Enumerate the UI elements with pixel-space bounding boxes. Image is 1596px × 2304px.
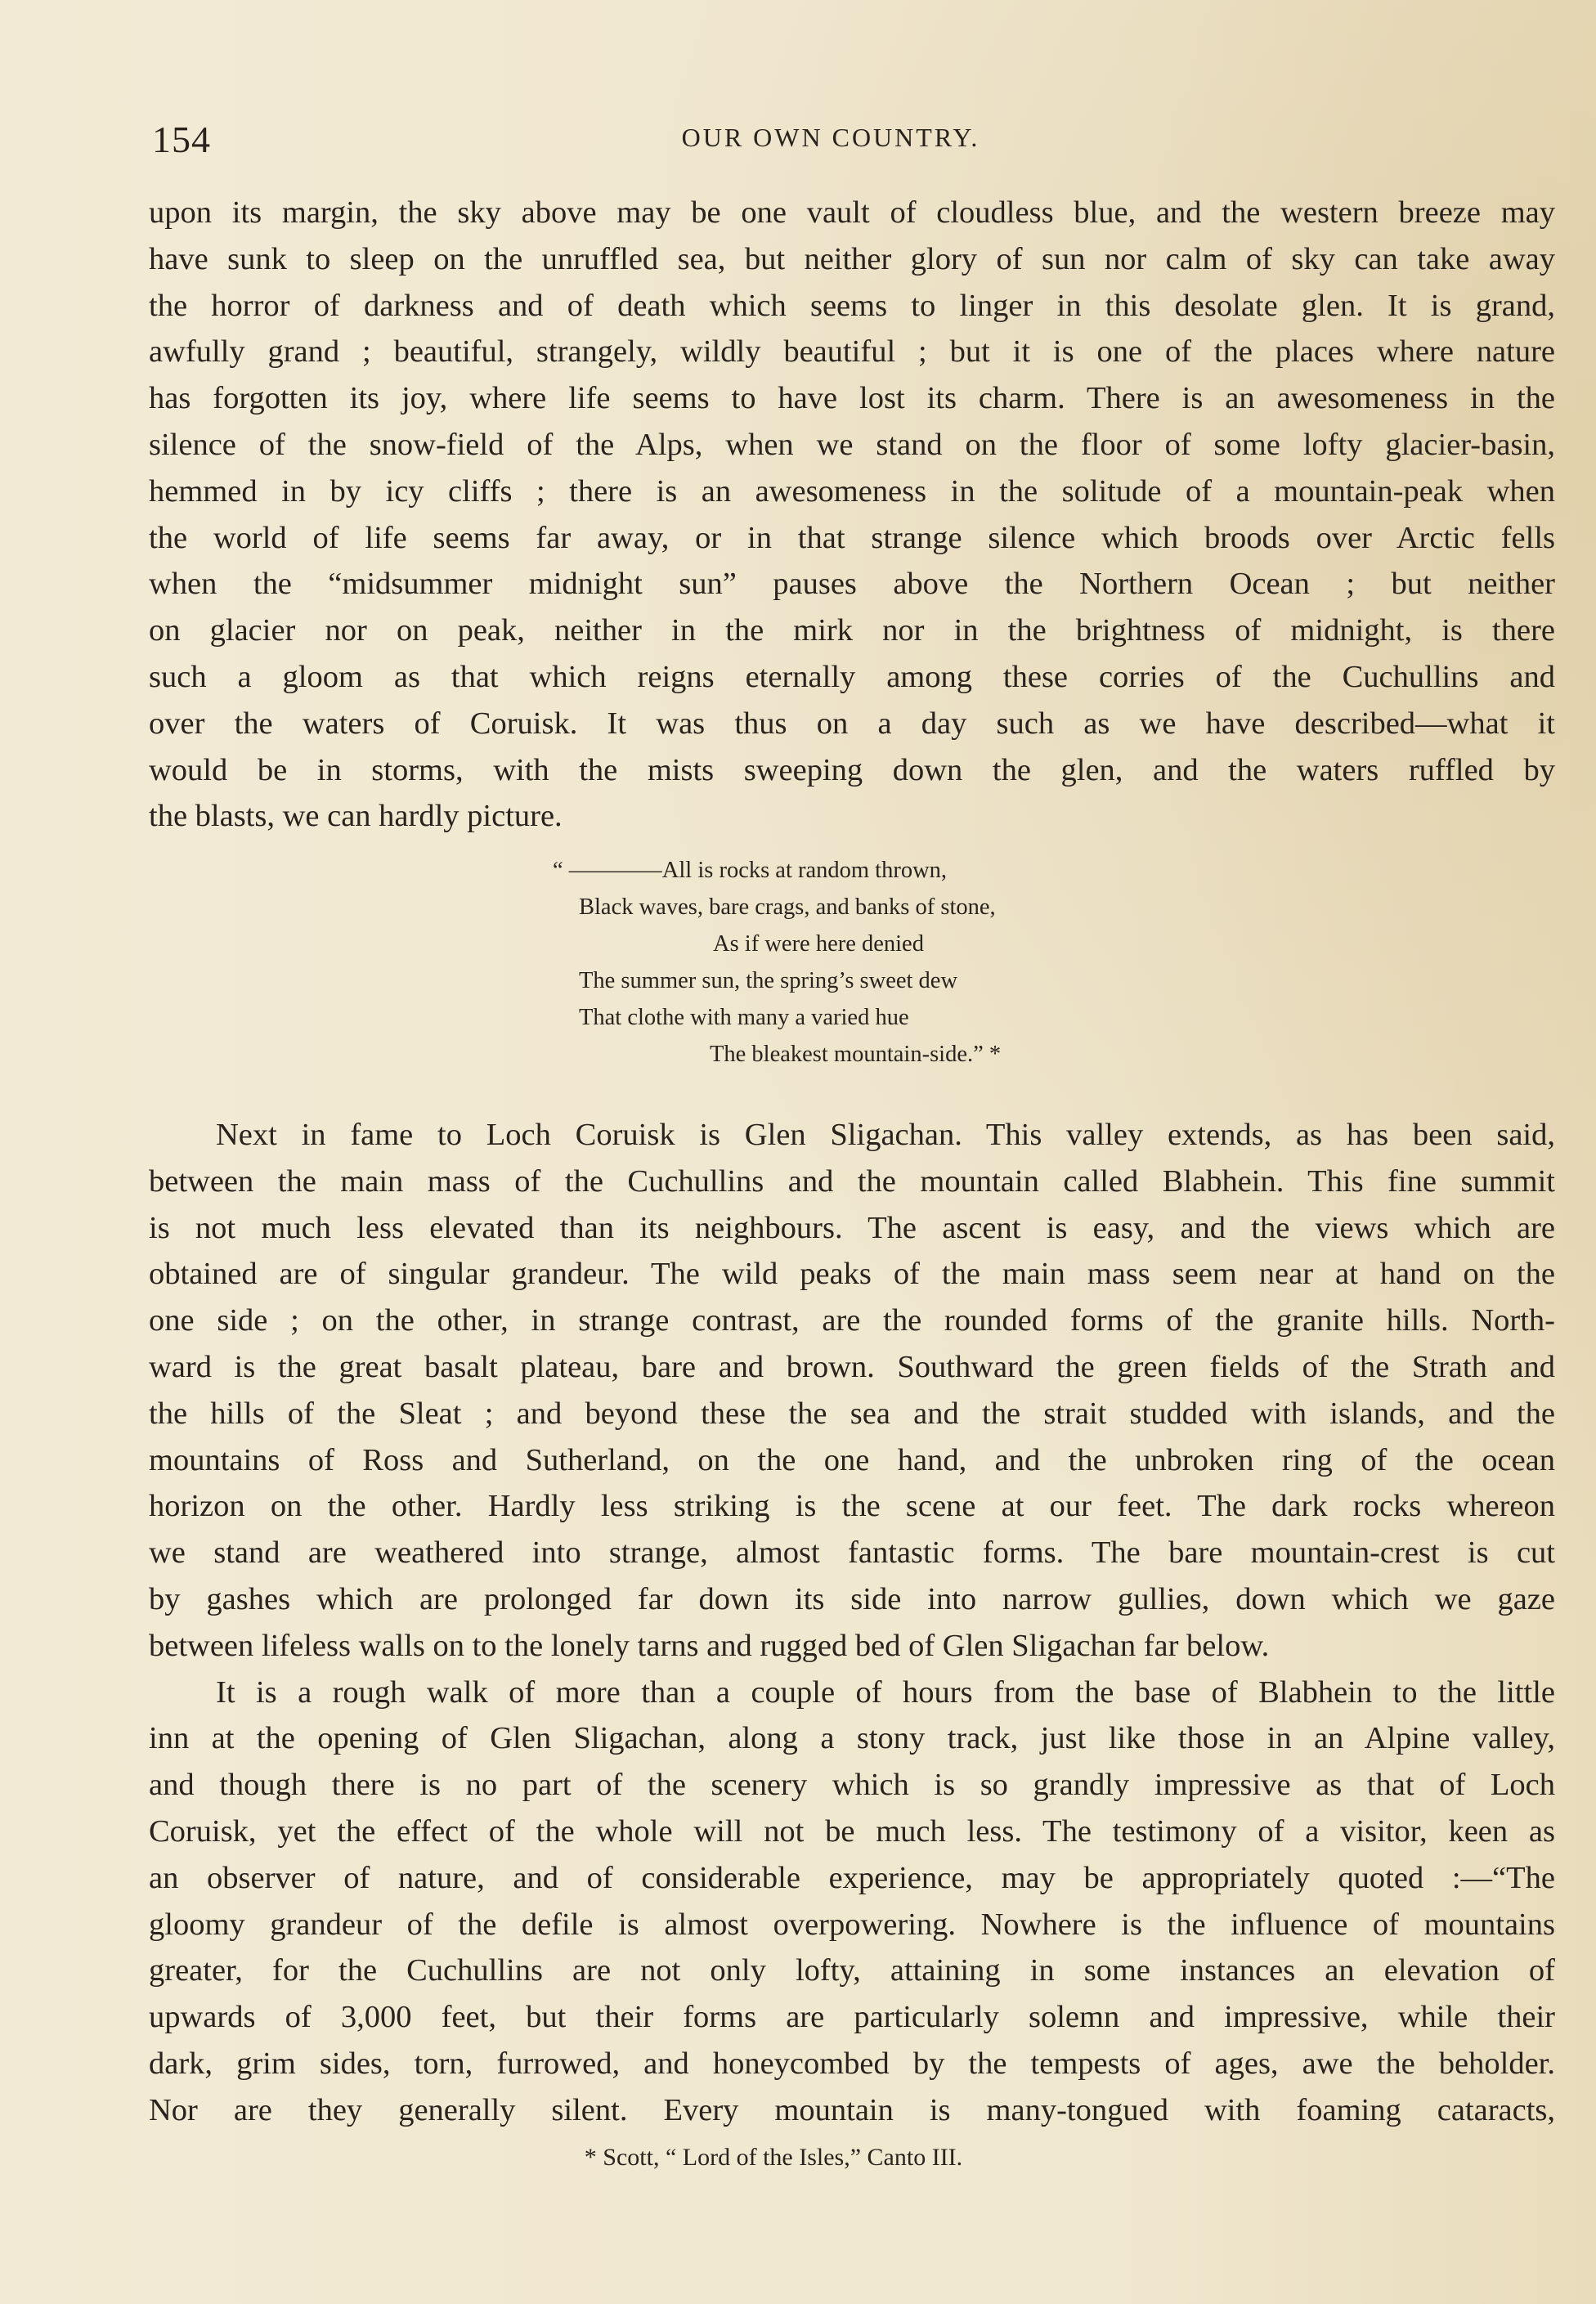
paragraph-glen-sligachan: [149, 1112, 1555, 2134]
text-line: silence of the snow-field of the Alps, when we stand on the floor of some lofty glacier-basin,: [149, 427, 1555, 462]
text-line: Coruisk, yet the effect of the whole will not be much less. The testimony of a visitor, keen as: [149, 1813, 1555, 1849]
text-line: Next in fame to Loch Coruisk is Glen Sligachan. This valley extends, as has been said,: [216, 1118, 1555, 1152]
text-line: the horror of darkness and of death which seems to linger in this desolate glen. It is grand,: [149, 288, 1555, 323]
text-line: greater, for the Cuchullins are not only lofty, attaining in some instances an elevation of: [149, 1953, 1555, 1988]
running-title: OUR OWN COUNTRY.: [681, 123, 980, 152]
paragraph-continued: [149, 190, 1555, 840]
footnote-text: * Scott, “ Lord of the Isles,” Canto III.: [584, 2144, 963, 2171]
text-line: between the main mass of the Cuchullins and the mountain called Blabhein. This fine summit: [149, 1163, 1555, 1199]
text-line: ward is the great basalt plateau, bare and brown. Southward the green fields of the Strath and: [149, 1349, 1555, 1384]
text-line: the world of life seems far away, or in that strange silence which broods over Arctic fells: [149, 520, 1555, 555]
text-line: awfully grand ; beautiful, strangely, wildly beautiful ; but it is one of the places where nature: [149, 334, 1555, 370]
page-number: 154: [152, 119, 211, 160]
text-line: have sunk to sleep on the unruffled sea, but neither glory of sun nor calm of sky can take away: [149, 241, 1555, 276]
text-line: upwards of 3,000 feet, but their forms are particularly solemn and impressive, while their: [149, 2000, 1555, 2035]
text-line: by gashes which are prolonged far down its side into narrow gullies, down which we gaze: [149, 1581, 1555, 1616]
footnote: [0, 2144, 1596, 2172]
text-line: is not much less elevated than its neighbours. The ascent is easy, and the views which are: [149, 1210, 1555, 1245]
text-line: horizon on the other. Hardly less striking is the scene at our feet. The dark rocks whereon: [149, 1489, 1555, 1524]
verse-line: “ ————All is rocks at random thrown,: [553, 858, 948, 883]
text-line: hemmed in by icy cliffs ; there is an awesomeness in the solitude of a mountain-peak when: [149, 473, 1555, 509]
verse-line: As if were here denied: [713, 931, 924, 957]
text-line: Nor are they generally silent. Every mountain is many-tongued with foaming cataracts,: [149, 2092, 1555, 2127]
text-line: dark, grim sides, torn, furrowed, and honeycombed by the tempests of ages, awe the beholder.: [149, 2046, 1555, 2081]
text-line: one side ; on the other, in strange contrast, are the rounded forms of the granite hills. North-: [149, 1303, 1555, 1338]
verse-line: Black waves, bare crags, and banks of stone,: [579, 894, 996, 920]
text-line: such a gloom as that which reigns eternally among these corries of the Cuchullins and: [149, 659, 1555, 694]
text-line: obtained are of singular grandeur. The wild peaks of the main mass seem near at hand on the: [149, 1257, 1555, 1292]
text-line: an observer of nature, and of considerable experience, may be appropriately quoted :—“The: [149, 1860, 1555, 1895]
verse-quotation: [553, 852, 1174, 1073]
text-line: the blasts, we can hardly picture.: [149, 799, 563, 834]
text-line: we stand are weathered into strange, almost fantastic forms. The bare mountain-crest is cut: [149, 1535, 1555, 1571]
text-line: mountains of Ross and Sutherland, on the one hand, and the unbroken ring of the ocean: [149, 1442, 1555, 1477]
verse-line: The bleakest mountain-side.” *: [710, 1042, 1002, 1067]
text-line: It is a rough walk of more than a couple of hours from the base of Blabhein to the little: [216, 1674, 1555, 1710]
text-line: on glacier nor on peak, neither in the mirk nor in the brightness of midnight, is there: [149, 613, 1555, 648]
text-line: and though there is no part of the scenery which is so grandly impressive as that of Loch: [149, 1768, 1555, 1803]
verse-line: That clothe with many a varied hue: [579, 1005, 909, 1030]
text-line: over the waters of Coruisk. It was thus on a day such as we have described—what it: [149, 706, 1555, 741]
text-line: the hills of the Sleat ; and beyond these the sea and the strait studded with islands, and the: [149, 1396, 1555, 1431]
text-line: has forgotten its joy, where life seems to have lost its charm. There is an awesomeness in the: [149, 381, 1555, 416]
text-line: gloomy grandeur of the defile is almost overpowering. Nowhere is the influence of mountains: [149, 1907, 1555, 1942]
text-line: would be in storms, with the mists sweeping down the glen, and the waters ruffled by: [149, 752, 1555, 787]
verse-line: The summer sun, the spring’s sweet dew: [579, 968, 958, 993]
text-line: upon its margin, the sky above may be one vault of cloudless blue, and the western breeze may: [149, 195, 1555, 230]
running-head: [152, 113, 1542, 162]
text-line: between lifeless walls on to the lonely tarns and rugged bed of Glen Sligachan far below.: [149, 1628, 1270, 1663]
text-line: inn at the opening of Glen Sligachan, along a stony track, just like those in an Alpine valley,: [149, 1721, 1555, 1756]
text-line: when the “midsummer midnight sun” pauses above the Northern Ocean ; but neither: [149, 567, 1555, 602]
